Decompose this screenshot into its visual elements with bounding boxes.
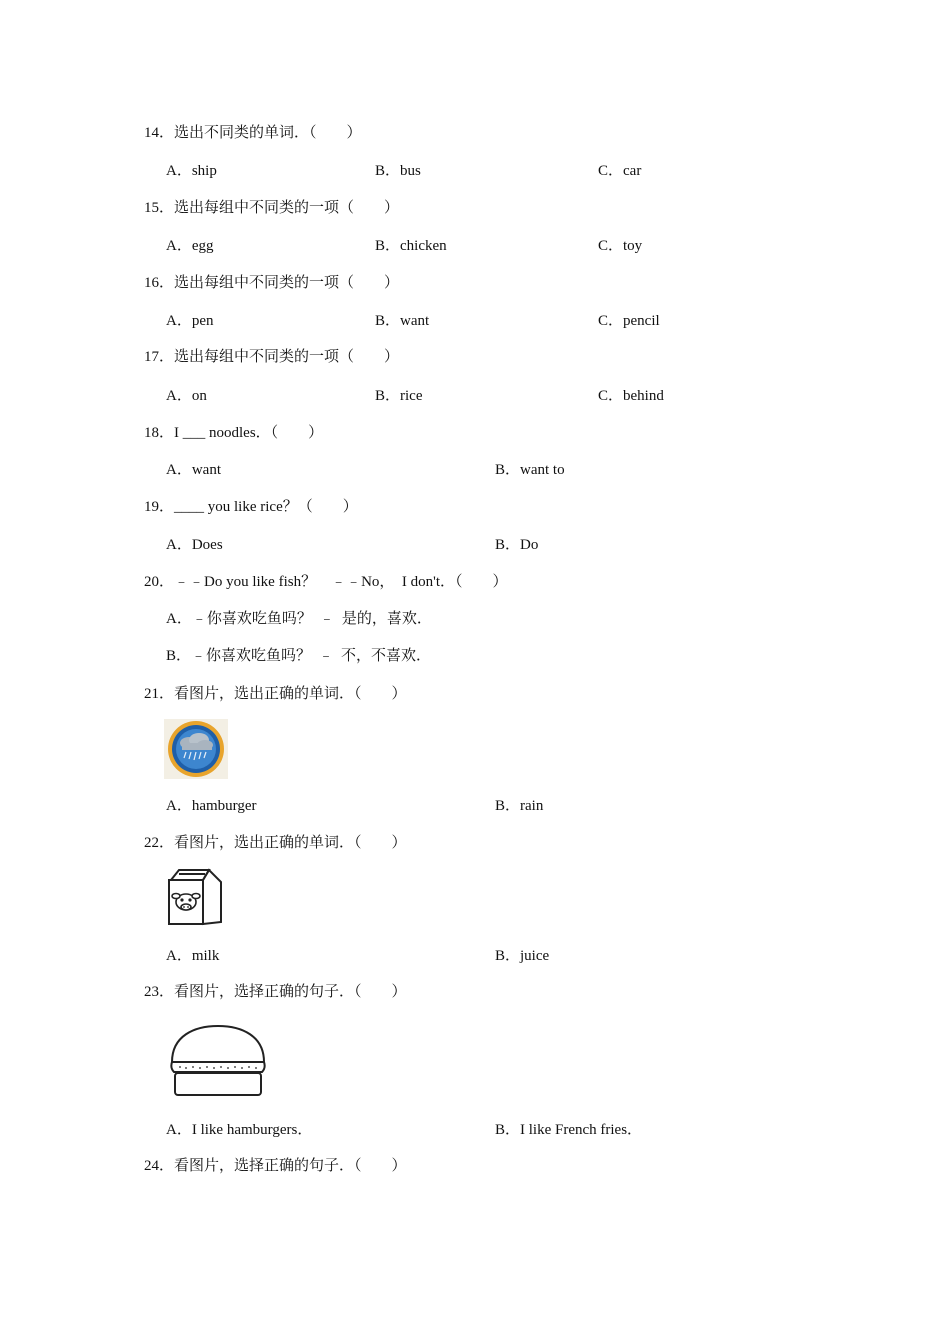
question-22-option-b[interactable]: B．juice [495,948,550,964]
question-23-stem: 23．看图片，选择正确的句子．（ ） [144,984,407,1000]
hamburger-picture [166,1024,270,1100]
question-20-option-b[interactable]: B．﹣你喜欢吃鱼吗？ ﹣ 不，不喜欢． [166,648,432,664]
question-18-stem: 18．I ___ noodles．（ ） [144,425,324,441]
question-14-option-a[interactable]: A．ship [166,163,217,179]
question-17-option-a[interactable]: A．on [166,388,207,404]
question-19-option-a[interactable]: A．Does [166,537,223,553]
question-16-option-b[interactable]: B．want [375,313,430,329]
question-19-option-b[interactable]: B．Do [495,537,539,553]
question-15-stem: 15．选出每组中不同类的一项（ ） [144,200,400,216]
question-16-option-c[interactable]: C．pencil [598,313,660,329]
milk-carton-icon [165,868,227,926]
question-17-stem: 17．选出每组中不同类的一项（ ） [144,349,400,365]
question-23-option-a[interactable]: A．I like hamburgers． [166,1122,313,1138]
question-22-option-a[interactable]: A．milk [166,948,220,964]
hamburger-icon [166,1024,270,1100]
question-20-option-a[interactable]: A．﹣你喜欢吃鱼吗？ ﹣ 是的，喜欢． [166,611,432,627]
question-23-option-b[interactable]: B．I like French fries． [495,1122,643,1138]
question-16-option-a[interactable]: A．pen [166,313,214,329]
question-14-option-c[interactable]: C．car [598,163,642,179]
question-19-stem: 19．____ you like rice？（ ） [144,499,358,515]
question-18-option-b[interactable]: B．want to [495,462,565,478]
question-15-option-c[interactable]: C．toy [598,238,643,254]
rain-cloud-picture [164,719,228,779]
question-15-option-b[interactable]: B．chicken [375,238,447,254]
question-14-option-b[interactable]: B．bus [375,163,421,179]
question-20-stem: 20．﹣﹣Do you like fish？ ﹣﹣No， I don't．（ ） [144,574,508,590]
question-21-option-a[interactable]: A．hamburger [166,798,257,814]
question-17-option-c[interactable]: C．behind [598,388,664,404]
rain-cloud-icon [164,719,228,779]
question-14-stem: 14．选出不同类的单词．（ ） [144,125,362,141]
question-22-stem: 22．看图片，选出正确的单词．（ ） [144,835,407,851]
question-16-stem: 16．选出每组中不同类的一项（ ） [144,275,400,291]
question-21-stem: 21．看图片，选出正确的单词．（ ） [144,686,407,702]
question-18-option-a[interactable]: A．want [166,462,221,478]
question-15-option-a[interactable]: A．egg [166,238,214,254]
question-21-option-b[interactable]: B．rain [495,798,544,814]
question-17-option-b[interactable]: B．rice [375,388,423,404]
milk-carton-picture [165,868,227,926]
question-24-stem: 24．看图片，选择正确的句子．（ ） [144,1158,407,1174]
